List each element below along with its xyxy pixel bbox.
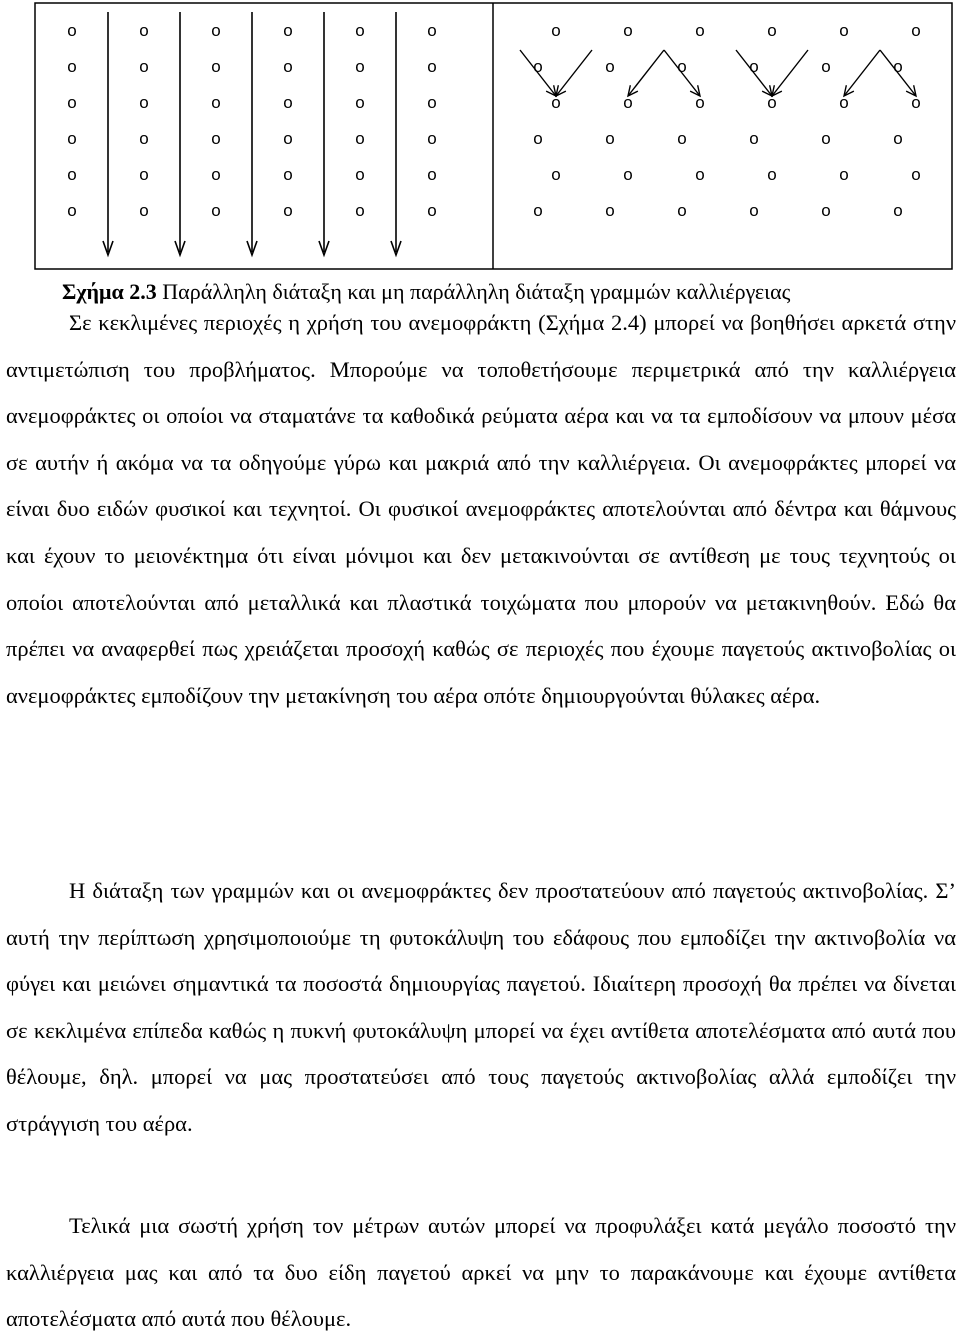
plant-marker: o [821, 129, 831, 148]
plant-marker: o [355, 129, 365, 148]
plant-marker: o [67, 57, 77, 76]
plant-marker: o [911, 93, 921, 112]
plant-marker: o [283, 129, 293, 148]
plant-marker: o [551, 93, 561, 112]
plant-marker: o [893, 57, 903, 76]
plant-marker: o [533, 201, 543, 220]
plant-marker: o [551, 165, 561, 184]
paragraph-conclusion: Τελικά μια σωστή χρήση τον μέτρων αυτών μπορεί να προφυλάξει κατά μεγάλο ποσοστό την καλλιέργεια μας και από τα δυο είδη παγετού αρκεί να μην το παρακάνουμε και έχουμε αντίθετα αποτελέσματα από αυτά που θέλουμε. [6, 1213, 956, 1332]
plant-marker: o [623, 93, 633, 112]
plant-marker: o [839, 93, 849, 112]
plant-marker: o [67, 129, 77, 148]
plant-marker: o [283, 93, 293, 112]
plant-marker: o [139, 129, 149, 148]
plant-marker: o [427, 201, 437, 220]
plant-marker: o [677, 201, 687, 220]
plant-marker: o [767, 21, 777, 40]
plant-marker: o [839, 21, 849, 40]
airflow-arrow-line [628, 50, 664, 96]
plant-marker: o [749, 129, 759, 148]
plant-marker: o [355, 57, 365, 76]
plant-marker: o [911, 165, 921, 184]
paragraph-ground-cover: Η διάταξη των γραμμών και οι ανεμοφράκτες δεν προστατεύουν από παγετούς ακτινοβολίας. Σ’ αυτή την περίπτωση χρησιμοποιούμε τη φυτοκάλυψη του εδάφους που εμποδίζει την ακτινοβολία να φύγει και μειώνει σημαντικά τα ποσοστά δημιουργίας παγετού. Ιδιαίτερη προσοχή θα πρέπει να δίνεται σε κεκλιμένα επίπεδα καθώς η πυκνή φυτοκάλυψη μπορεί να έχει αντίθετα αποτελέσματα από αυτά που θέλουμε, δηλ. μπορεί να μας προστατεύσει από τους παγετούς ακτινοβολίας αλλά εμποδίζει την στράγγιση του αέρα. [6, 878, 956, 1136]
plant-marker: o [767, 93, 777, 112]
plant-marker: o [67, 21, 77, 40]
plant-marker: o [427, 165, 437, 184]
plant-marker: o [893, 201, 903, 220]
plant-marker: o [767, 165, 777, 184]
plant-marker: o [893, 129, 903, 148]
paragraph-windbreaks: Σε κεκλιμένες περιοχές η χρήση του ανεμοφράκτη (Σχήμα 2.4) μπορεί να βοηθήσει αρκετά στην αντιμετώπιση του προβλήματος. Μπορούμε να τοποθετήσουμε περιμετρικά από την καλλιέργεια ανεμοφράκτες οι οποίοι να σταματάνε τα καθοδικά ρεύματα αέρα και να τα εμποδίσουν να μπουν μέσα σε αυτήν ή ακόμα να τα οδηγούμε γύρω και μακριά από την καλλιέργεια. Οι ανεμοφράκτες μπορεί να είναι δυο ειδών φυσικοί και τεχνητοί. Οι φυσικοί ανεμοφράκτες αποτελούνται από δέντρα και θάμνους και έχουν το μειονέκτημα ότι είναι μόνιμοι και δεν μετακινούνται σε αντίθεση με τους τεχνητούς οι οποίοι αποτελούνται από μεταλλικά και πλαστικά τοιχώματα που μπορούν να μετακινηθούν. Εδώ θα πρέπει να αναφερθεί πως χρειάζεται προσοχή καθώς σε περιοχές που έχουμε παγετούς ακτινοβολίας οι ανεμοφράκτες εμποδίζουν την μετακίνηση του αέρα οπότε δημιουργούνται θύλακες αέρα. [6, 310, 956, 708]
plant-marker: o [533, 57, 543, 76]
plant-marker: o [623, 165, 633, 184]
airflow-arrow-line [844, 50, 880, 96]
plant-marker: o [139, 93, 149, 112]
plant-marker: o [605, 201, 615, 220]
plant-marker: o [283, 57, 293, 76]
caption-label: Σχήμα 2.3 [62, 279, 157, 304]
plant-marker: o [749, 57, 759, 76]
plant-marker: o [605, 129, 615, 148]
plant-marker: o [67, 93, 77, 112]
plant-marker: o [139, 201, 149, 220]
plant-marker: o [911, 21, 921, 40]
plant-marker: o [355, 201, 365, 220]
non-parallel-rows-panel [520, 21, 921, 220]
plant-marker: o [623, 21, 633, 40]
plant-marker: o [283, 201, 293, 220]
plant-marker: o [139, 57, 149, 76]
plant-marker: o [355, 21, 365, 40]
plant-marker: o [605, 57, 615, 76]
plant-marker: o [427, 57, 437, 76]
plant-marker: o [211, 201, 221, 220]
figure-crop-rows [0, 0, 960, 285]
plant-marker: o [695, 165, 705, 184]
plant-marker: o [427, 21, 437, 40]
plant-marker: o [677, 129, 687, 148]
airflow-arrow-line [772, 50, 808, 96]
plant-marker: o [283, 165, 293, 184]
plant-marker: o [139, 21, 149, 40]
plant-marker: o [821, 201, 831, 220]
plant-marker: o [677, 57, 687, 76]
plant-marker: o [551, 21, 561, 40]
plant-marker: o [839, 165, 849, 184]
plant-marker: o [355, 165, 365, 184]
plant-marker: o [533, 129, 543, 148]
plant-marker: o [211, 165, 221, 184]
plant-marker: o [355, 93, 365, 112]
parallel-rows-panel [67, 12, 436, 255]
plant-marker: o [211, 57, 221, 76]
plant-marker: o [67, 201, 77, 220]
plant-marker: o [139, 165, 149, 184]
plant-marker: o [211, 21, 221, 40]
plant-marker: o [67, 165, 77, 184]
plant-marker: o [211, 129, 221, 148]
plant-marker: o [749, 201, 759, 220]
plant-marker: o [211, 93, 221, 112]
airflow-arrow-line [556, 50, 592, 96]
plant-marker: o [427, 93, 437, 112]
plant-marker: o [695, 93, 705, 112]
caption-text: Παράλληλη διάταξη και μη παράλληλη διάταξη γραμμών καλλιέργειας [156, 279, 791, 304]
plant-marker: o [695, 21, 705, 40]
plant-marker: o [283, 21, 293, 40]
plant-marker: o [427, 129, 437, 148]
plant-marker: o [821, 57, 831, 76]
